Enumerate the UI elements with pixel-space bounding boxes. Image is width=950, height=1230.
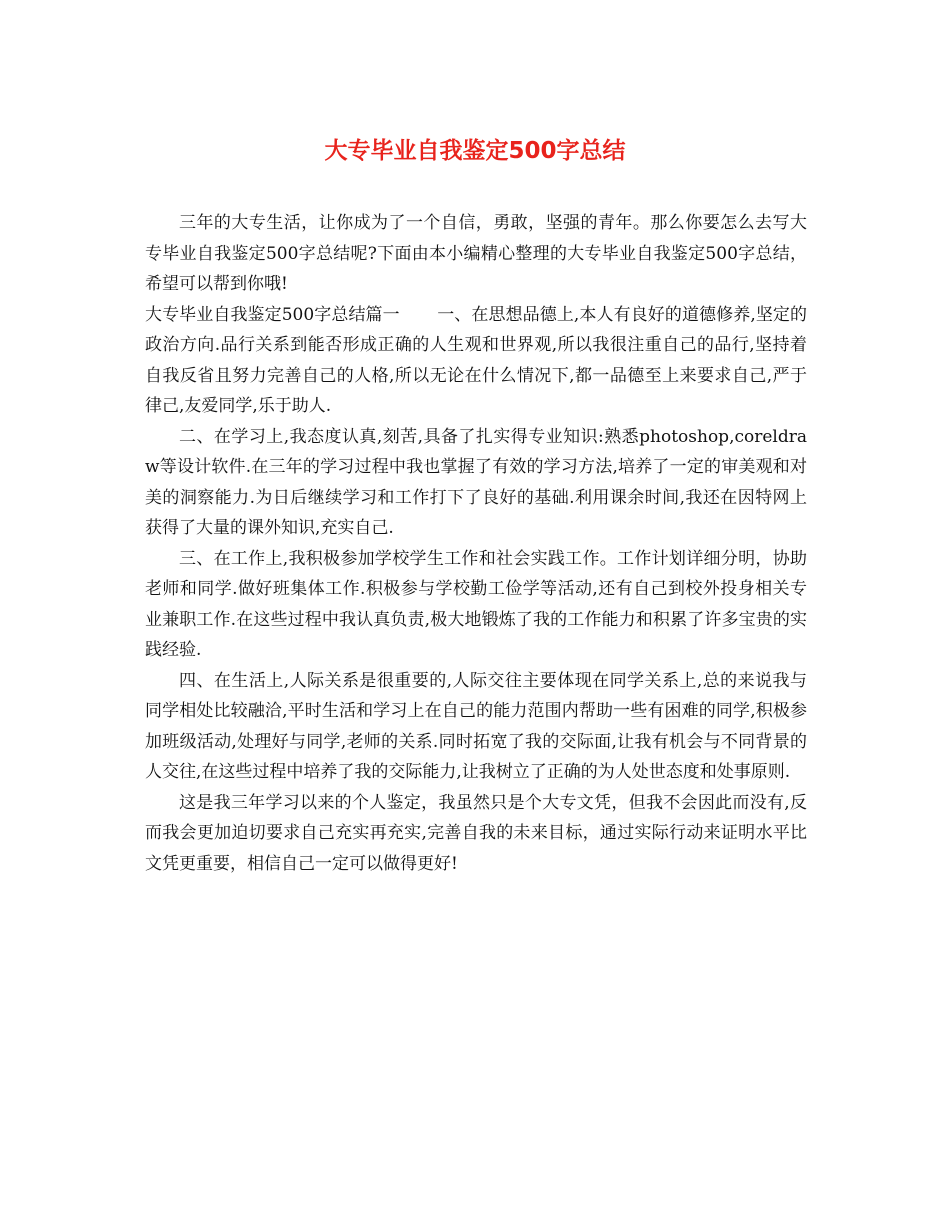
paragraph-3: 三、在工作上,我积极参加学校学生工作和社会实践工作。工作计划详细分明，协助老师和同学.做好班集体工作.积极参与学校勤工俭学等活动,还有自己到校外投身相关专业兼职工作.在这些过程中我认真负责,极大地锻炼了我的工作能力和积累了许多宝贵的实践经验. <box>145 548 807 660</box>
conclusion-paragraph: 这是我三年学习以来的个人鉴定，我虽然只是个大专文凭，但我不会因此而没有,反而我会更加迫切要求自己充实再充实,完善自我的未来目标，通过实际行动来证明水平比文凭更重要，相信自己一定可以做得更好! <box>145 792 807 874</box>
paragraph-2: 二、在学习上,我态度认真,刻苦,具备了扎实得专业知识:熟悉photoshop,coreldraw等设计软件.在三年的学习过程中我也掌握了有效的学习方法,培养了一定的审美观和对美的洞察能力.为日后继续学习和工作打下了良好的基础.利用课余时间,我还在因特网上获得了大量的课外知识,充实自己. <box>145 426 807 538</box>
document-body <box>145 208 807 879</box>
paragraph-4: 四、在生活上,人际关系是很重要的,人际交往主要体现在同学关系上,总的来说我与同学相处比较融洽,平时生活和学习上在自己的能力范围内帮助一些有困难的同学,积极参加班级活动,处理好与同学,老师的关系.同时拓宽了我的交际面,让我有机会与不同背景的人交往,在这些过程中培养了我的交际能力,让我树立了正确的为人处世态度和处事原则. <box>145 670 807 782</box>
section-heading: 大专毕业自我鉴定500字总结篇一 <box>145 304 400 325</box>
intro-paragraph: 三年的大专生活，让你成为了一个自信，勇敢，坚强的青年。那么你要怎么去写大专毕业自我鉴定500字总结呢?下面由本小编精心整理的大专毕业自我鉴定500字总结，希望可以帮到你哦! <box>145 213 807 294</box>
section-one-paragraph <box>145 300 807 422</box>
paragraph-1: 一、在思想品德上,本人有良好的道德修养,坚定的政治方向.品行关系到能否形成正确的人生观和世界观,所以我很注重自己的品行,坚持着自我反省且努力完善自己的人格,所以无论在什么情况下,都一品德至上来要求自己,严于律己,友爱同学,乐于助人. <box>145 304 807 416</box>
document-title: 大专毕业自我鉴定500字总结 <box>324 138 626 164</box>
